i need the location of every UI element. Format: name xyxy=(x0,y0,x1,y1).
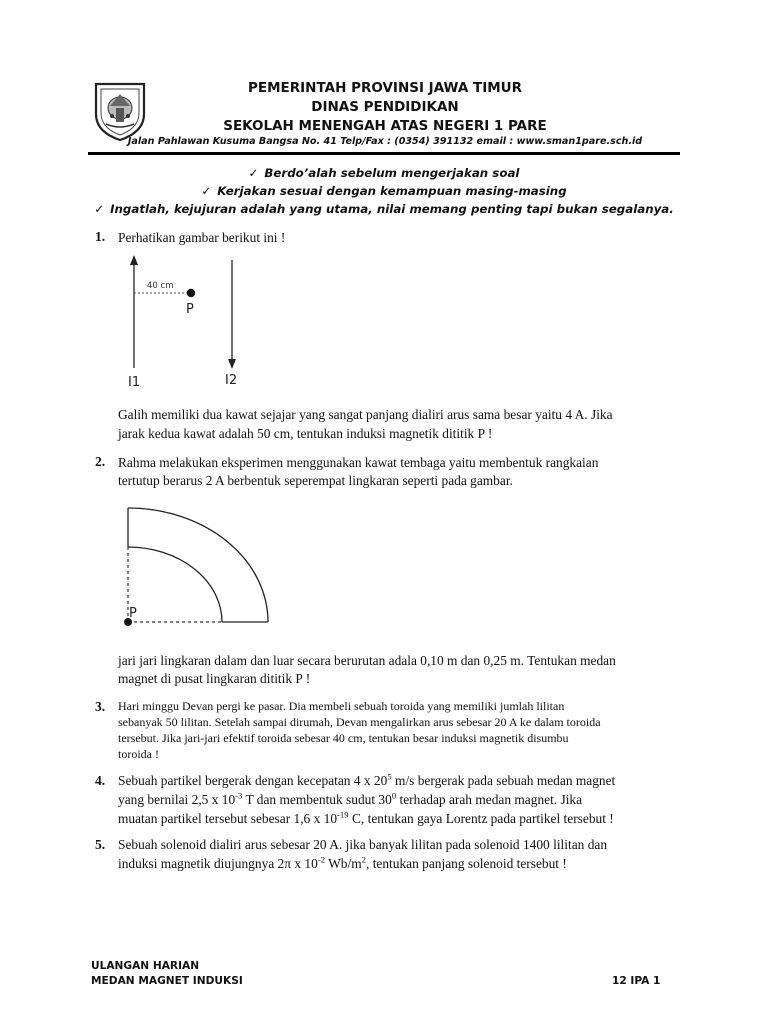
footer-exam-type: ULANGAN HARIAN xyxy=(91,960,200,972)
question-2-text: tertutup berarus 2 A berbentuk seperempat lingkaran seperti pada gambar. xyxy=(118,473,513,488)
quarter-circle-figure xyxy=(115,500,275,635)
question-5-text: induksi magnetik diujungnya 2π x $10^{-2}$ $Wb/m^2$, tentukan panjang solenoid tersebut ! xyxy=(118,854,567,871)
wire-2-arrow xyxy=(228,359,236,369)
distance-label: 40 cm xyxy=(147,281,174,291)
wire-1-label: I1 xyxy=(128,375,141,390)
outer-arc xyxy=(128,508,268,622)
question-3-text: toroida ! xyxy=(118,747,159,761)
question-1-intro: Perhatikan gambar berikut ini ! xyxy=(118,230,286,245)
point-p-label: P xyxy=(129,606,137,621)
question-3-text: sebanyak 50 lilitan. Setelah sampai dirumah, Devan mengalirkan arus sebesar 20 A ke dalam toroida xyxy=(118,715,601,729)
header-school-name: SEKOLAH MENENGAH ATAS NEGERI 1 PARE xyxy=(223,118,547,134)
question-1-text: Galih memiliki dua kawat sejajar yang sangat panjang dialiri arus sama besar yaitu 4 A. Jika xyxy=(118,407,613,422)
point-p-label: P xyxy=(186,302,194,317)
header-government: PEMERINTAH PROVINSI JAWA TIMUR xyxy=(247,80,523,96)
question-2-text: magnet di pusat lingkaran dititik P ! xyxy=(118,671,311,686)
question-3-text: Hari minggu Devan pergi ke pasar. Dia membeli sebuah toroida yang memiliki jumlah lilitan xyxy=(118,699,565,713)
parallel-wires-figure xyxy=(110,250,270,395)
question-1-text: jarak kedua kawat adalah 50 cm, tentukan induksi magnetik dititik P ! xyxy=(118,426,493,441)
question-3-text: tersebut. Jika jari-jari efektif toroida sebesar 40 cm, tentukan besar induksi magnetik disumbu xyxy=(118,731,569,745)
instruction-item: ✓ Ingatlah, kejujuran adalah yang utama, nilai memang penting tapi bukan segalanya. xyxy=(94,202,674,216)
header-divider xyxy=(88,152,680,155)
checkmark-icon: ✓ xyxy=(201,184,212,198)
instruction-item: ✓ Kerjakan sesuai dengan kemampuan masing-masing xyxy=(201,184,567,198)
header-department: DINAS PENDIDIKAN xyxy=(311,99,459,115)
question-number: 3. xyxy=(95,699,106,714)
question-2-text: jari jari lingkaran dalam dan luar secara berurutan adala 0,10 m dan 0,25 m. Tentukan medan xyxy=(118,653,616,668)
wire-1-arrow xyxy=(130,255,138,265)
footer-class: 12 IPA 1 xyxy=(612,975,661,987)
question-2-text: Rahma melakukan eksperimen menggunakan kawat tembaga yaitu membentuk rangkaian xyxy=(118,455,599,470)
instruction-item: ✓ Berdo’alah sebelum mengerjakan soal xyxy=(248,166,520,180)
question-4-text: Sebuah partikel bergerak dengan kecepatan 4 x $20^5$ m/s bergerak pada sebuah medan magnet xyxy=(118,771,616,788)
question-number: 1. xyxy=(95,229,106,244)
question-number: 5. xyxy=(95,837,106,852)
checkmark-icon: ✓ xyxy=(94,202,105,216)
question-number: 4. xyxy=(95,773,106,788)
header-address: Jalan Pahlawan Kusuma Bangsa No. 41 Telp/Fax : (0354) 391132 email : www.sman1pare.sch.id xyxy=(127,136,643,147)
wire-2-label: I2 xyxy=(225,373,238,388)
question-4-text: muatan partikel tersebut sebesar 1,6 x $10^{-19}$ C, tentukan gaya Lorentz pada partikel tersebut ! xyxy=(118,809,614,826)
checkmark-icon: ✓ xyxy=(248,166,259,180)
question-number: 2. xyxy=(95,454,106,469)
question-5-text: Sebuah solenoid dialiri arus sebesar 20 A. jika banyak lilitan pada solenoid 1400 lilitan dan xyxy=(118,837,608,852)
footer-subject: MEDAN MAGNET INDUKSI xyxy=(91,975,243,987)
question-4-text: yang bernilai 2,5 x $10^{-3}$ T dan membentuk sudut $30^0$ terhadap arah medan magnet. Jika xyxy=(118,790,583,807)
inner-arc xyxy=(128,547,222,622)
point-p-dot xyxy=(187,289,195,297)
